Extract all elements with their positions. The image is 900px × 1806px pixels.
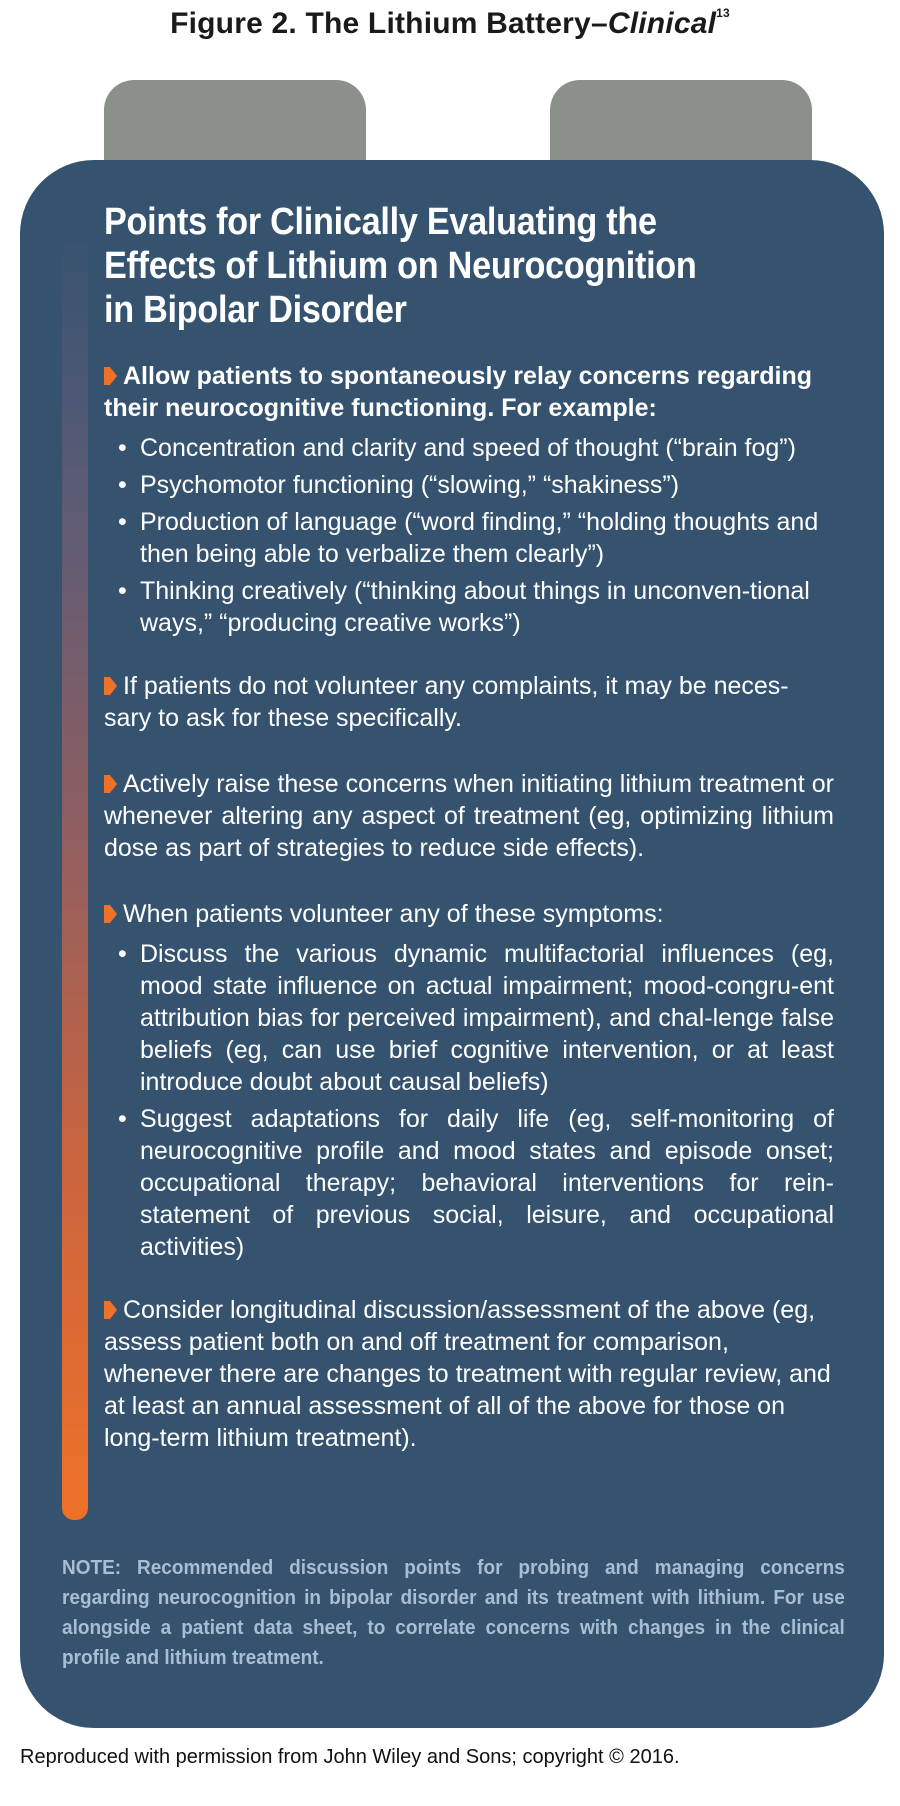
point-5: [104, 1294, 834, 1454]
orange-arrow-icon: [104, 677, 117, 695]
point-2-text: If patients do not volunteer any complaints, it may be neces-sary to ask for these specifically.: [104, 672, 789, 732]
point-3-text: Actively raise these concerns when initiating lithium treatment or whenever altering any aspect of treatment (eg, optimizing lithium dose as part of strategies to reduce side effects).: [104, 770, 834, 862]
list-item: • Discuss the various dynamic multifactorial influences (eg, mood state influence on actual impairment; mood-congru-ent attribution bias for perceived impairment), and chal-lenge false beliefs (eg, can use brief cognitive intervention, or at least introduce doubt about causal beliefs): [140, 938, 834, 1098]
list-item: • Psychomotor functioning (“slowing,” “shakiness”): [140, 469, 834, 501]
figure-title-main: Figure 2. The Lithium Battery–: [170, 7, 608, 40]
figure-title-italic: Clinical: [607, 7, 717, 40]
figure-title-superscript: 13: [716, 6, 730, 20]
point-1-text: Allow patients to spontaneously relay concerns regarding their neurocognitive functioning. For example:: [104, 362, 813, 422]
point-4-bullets: [104, 938, 834, 1263]
list-item: • Production of language (“word finding,” “holding thoughts and then being able to verbalize them clearly”): [140, 506, 834, 570]
point-4: [104, 898, 834, 930]
battery-terminal-left: [104, 80, 366, 170]
orange-arrow-icon: [104, 1301, 117, 1319]
battery-note: NOTE: Recommended discussion points for probing and managing concerns regarding neurocognition in bipolar disorder and its treatment with lithium. For use alongside a patient data sheet, to correlate concerns with changes in the clinical profile and lithium treatment.: [62, 1557, 845, 1669]
list-item: • Concentration and clarity and speed of thought (“brain fog”): [140, 432, 834, 464]
point-4-text: When patients volunteer any of these symptoms:: [123, 900, 664, 928]
point-5-text: Consider longitudinal discussion/assessment of the above (eg, assess patient both on and off treatment for comparison, whenever there are changes to treatment with regular review, and at least an annual assessment of all of the above for those on long-term lithium treatment).: [104, 1296, 831, 1452]
heading-line-3: in Bipolar Disorder: [104, 289, 407, 331]
battery-heading: [104, 200, 824, 332]
point-2: [104, 670, 834, 734]
heading-line-1: Points for Clinically Evaluating the: [104, 201, 657, 243]
point-1: [104, 360, 834, 424]
list-item: • Suggest adaptations for daily life (eg, self-monitoring of neurocognitive profile and mood states and episode onset; occupational therapy; behavioral interventions for rein-statement of previous social, leisure, and occupational activities): [140, 1103, 834, 1263]
point-3: [104, 768, 834, 864]
figure-title: [0, 6, 900, 41]
orange-arrow-icon: [104, 367, 117, 385]
list-item: • Thinking creatively (“thinking about things in unconven-tional ways,” “producing creative works”): [140, 575, 834, 639]
point-1-bullets: [104, 432, 834, 639]
battery-charge-stripe: [62, 228, 88, 1520]
copyright-credit: Reproduced with permission from John Wiley and Sons; copyright © 2016.: [20, 1746, 680, 1768]
battery-content: [104, 200, 834, 1454]
battery-terminal-right: [550, 80, 812, 170]
orange-arrow-icon: [104, 905, 117, 923]
heading-line-2: Effects of Lithium on Neurocognition: [104, 245, 697, 287]
orange-arrow-icon: [104, 775, 117, 793]
